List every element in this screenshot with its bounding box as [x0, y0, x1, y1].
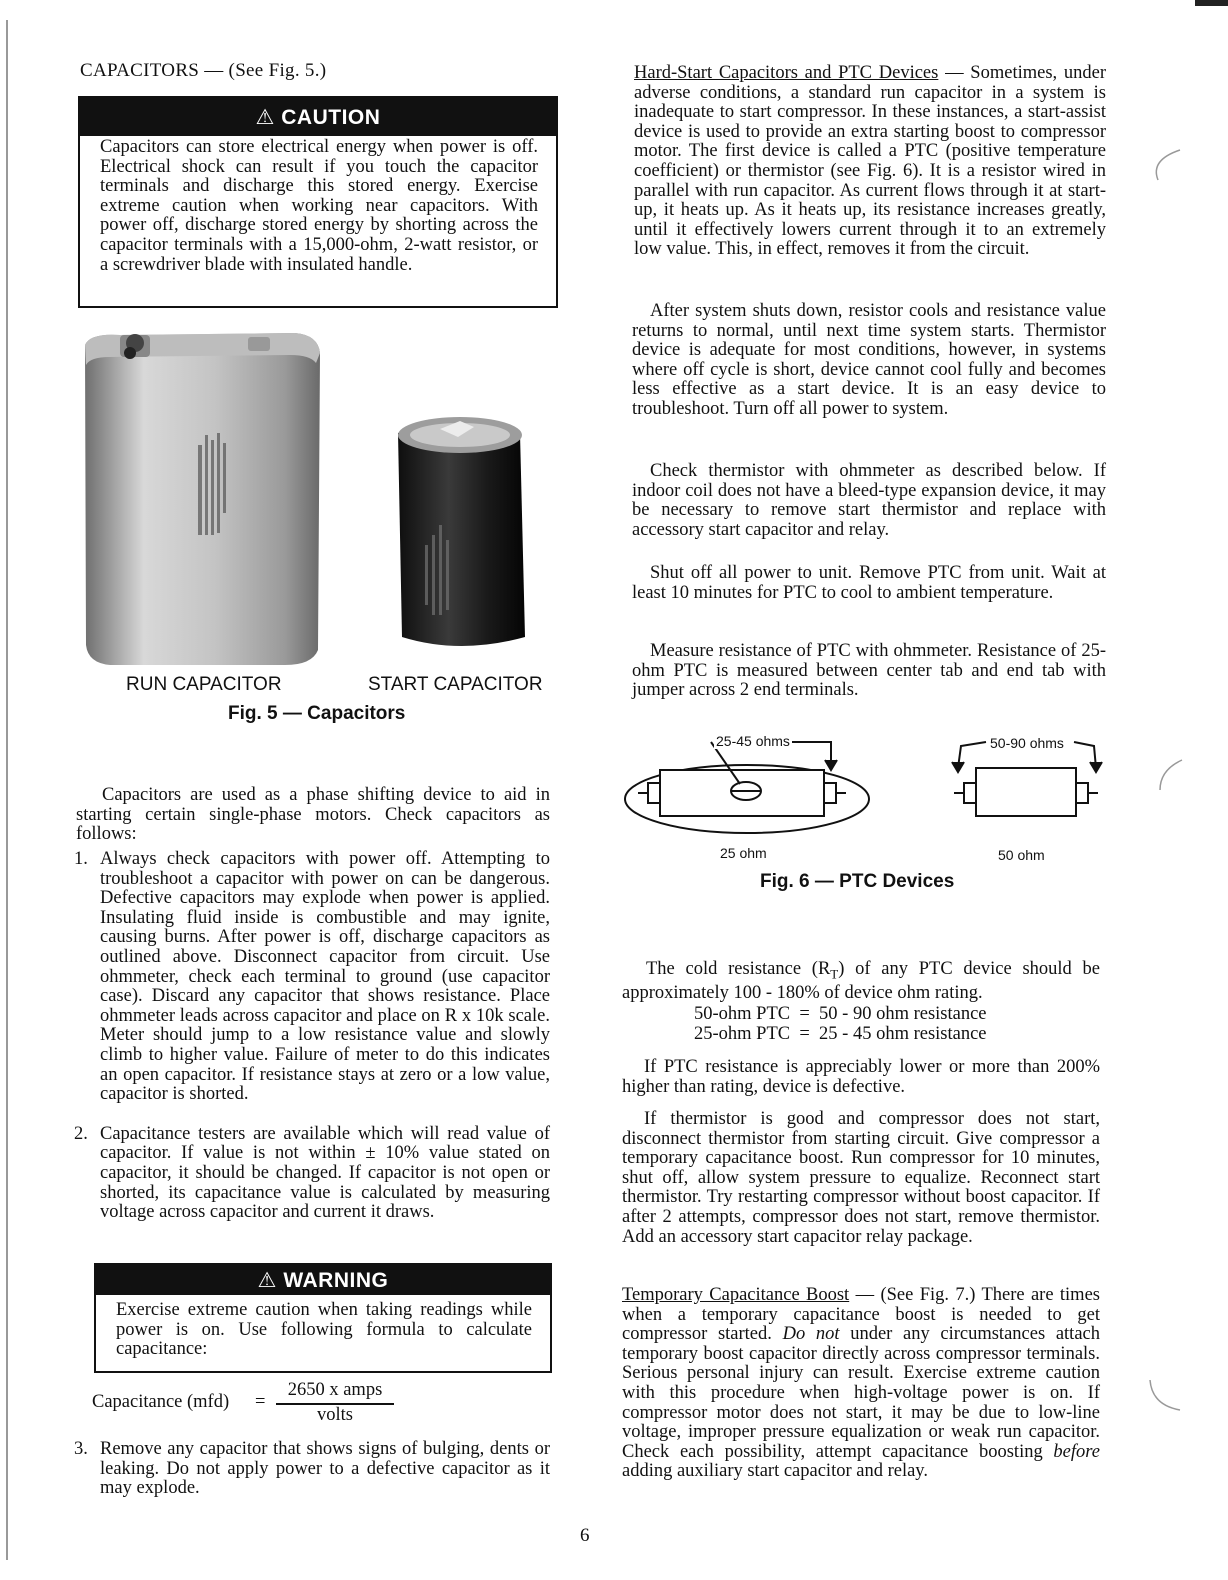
paragraph-measure-ptc: Measure resistance of PTC with ohmmeter. Resistance of 25-ohm PTC is measured between center tab and end tab with jumper across 2 end terminals. — [632, 641, 1106, 701]
step-3-number: 3. — [74, 1439, 88, 1459]
formula-lhs: Capacitance (mfd) — [92, 1392, 230, 1412]
paragraph-defective: If PTC resistance is appreciably lower or more than 200% higher than rating, device is defective. — [622, 1057, 1100, 1097]
section-heading: CAPACITORS — (See Fig. 5.) — [80, 60, 327, 81]
ptc-25-label: 25 ohm — [720, 845, 767, 861]
scan-edge-top-right — [1195, 0, 1228, 6]
step-1 — [74, 850, 550, 1105]
ptc-50-label: 50 ohm — [998, 847, 1045, 863]
run-capacitor-image — [85, 333, 320, 665]
paragraph-shut-off-power: Shut off all power to unit. Remove PTC from unit. Wait at least 10 minutes for PTC to cool to ambient temperature. — [632, 563, 1106, 603]
figure-6-caption: Fig. 6 — PTC Devices — [760, 871, 955, 892]
page-number: 6 — [580, 1525, 590, 1546]
paragraph-after-shutdown: After system shuts down, resistor cools and resistance value returns to normal, until next time system starts. Thermistor device is adequate for most conditions, however, in systems where off cycle is short, device cannot cool fully and becomes less effective as a start device. It is an easy device to troubleshoot. Turn off all power to system. — [632, 301, 1106, 419]
capacitance-formula — [92, 1380, 512, 1426]
step-2-number: 2. — [74, 1123, 88, 1144]
temporary-boost-text-c: adding auxiliary start capacitor and relay. — [622, 1461, 928, 1482]
figure-6 — [620, 728, 1120, 868]
paragraph-cold-resistance — [622, 960, 1100, 1004]
hard-start-title: Hard-Start Capacitors and PTC Devices — [634, 63, 939, 83]
punch-hole-marks — [1140, 140, 1200, 1420]
figure-5-caption: Fig. 5 — Capacitors — [228, 703, 406, 724]
hard-start-text: — Sometimes, under adverse conditions, a standard run capacitor in a system is inadequate to start compressor. In these instances, a start-assist device is used to provide an extra starting boost to compressor motor. The first device is called a PTC (positive temperature coefficient) or thermistor (see Fig. 6). It is a resistor wired in parallel with run capacitor. As current flows through it at start-up, it heats up. As it heats up, its resistance increases greatly, until it effectively lowers current through it to an extremely low value. This, in effect, removes it from the circuit. — [634, 63, 1107, 260]
warning-title: ⚠ WARNING — [96, 1265, 550, 1295]
cold-resistance-subscript: T — [830, 966, 839, 982]
ptc-50-range-label: 50-90 ohms — [990, 735, 1064, 751]
spec-50-ohm: 50-ohm PTC = 50 - 90 ohm resistance — [694, 1004, 987, 1024]
paragraph-temporary-boost — [622, 1286, 1100, 1482]
capacitors-photo — [80, 325, 560, 675]
formula-numerator: 2650 x amps — [287, 1380, 383, 1400]
temporary-boost-before: before — [1053, 1441, 1100, 1462]
caution-box — [78, 96, 558, 308]
temporary-boost-text-a: — (See Fig. 7.) There are times when a temporary capacitance boost is needed to get compressor started. — [622, 1285, 1100, 1345]
step-1-text: Always check capacitors with power off. Attempting to troubleshoot a capacitor with power on can be dangerous. Defective capacitors may explode when power is applied. Insulating fluid inside is combustible and may ignite, causing burns. After power is off, discharge capacitors as outlined above. Disconnect capacitor from circuit. Use ohmmeter, check each terminal to ground (use capacitor case). Discard any capacitor that shows resistance. Place ohmmeter leads across capacitor and place on R x 10k scale. Meter should jump to a low resistance value and slowly climb to higher value. Failure of meter to do this indicates an open capacitor. If resistance stays at zero or a low value, capacitor is shorted. — [100, 849, 550, 1105]
hard-start-paragraph — [634, 64, 1106, 260]
step-2-text: Capacitance testers are available which will read value of capacitor. If value is not within ± 10% value stated on capacitor, it should be changed. If capacitor is not open or shorted, its capacitance value is calculated by measuring voltage across capacitor and current it draws. — [100, 1123, 550, 1223]
ptc-25-range-label: 25-45 ohms — [716, 733, 790, 749]
temporary-boost-text-b: under any circumstances attach temporary boost capacitor directly across compressor terminals. Serious personal injury can result. Exercise extreme caution with this procedure when high-voltage power is on. If compressor motor does not start, it may be due to low-line voltage, improper pressure equalization or weak run capacitor. Check each possibility, attempt capacitance boosting — [622, 1324, 1100, 1462]
start-capacitor-image — [398, 417, 525, 646]
ptc-50-ohm-drawing — [952, 742, 1102, 816]
step-2 — [74, 1125, 550, 1223]
start-capacitor-label: START CAPACITOR — [368, 674, 543, 695]
formula-equals: = — [255, 1392, 266, 1412]
spec-25-ohm: 25-ohm PTC = 25 - 45 ohm resistance — [694, 1024, 987, 1044]
warning-text: Exercise extreme caution when taking readings while power is on. Use following formula to calculate capacitance: — [116, 1300, 532, 1360]
ptc-25-ohm-drawing — [625, 742, 869, 833]
run-capacitor-label: RUN CAPACITOR — [126, 674, 282, 695]
caution-text: Capacitors can store electrical energy when power is off. Electrical shock can result if you touch the capacitor terminals and discharge this stored energy. Exercise extreme caution when working near capacitors. With power off, discharge stored energy by shorting across the capacitor terminals with a 15,000-ohm, 2-watt resistor, or a screwdriver blade with insulated handle. — [100, 137, 538, 275]
paragraph-check-thermistor: Check thermistor with ohmmeter as described below. If indoor coil does not have a bleed-type expansion device, it may be necessary to remove start thermistor and replace with accessory start capacitor and relay. — [632, 461, 1106, 540]
check-steps-list — [74, 850, 550, 1243]
temporary-boost-title: Temporary Capacitance Boost — [622, 1285, 850, 1305]
temporary-boost-do-not: Do not — [782, 1324, 840, 1345]
step-3-text: Remove any capacitor that shows signs of bulging, dents or leaking. Do not apply power to a defective capacitor as it may explode. — [100, 1439, 550, 1499]
warning-box — [94, 1263, 552, 1373]
capacitors-intro: Capacitors are used as a phase shifting device to aid in starting certain single-phase motors. Check capacitors as follows: — [76, 785, 550, 845]
cold-resistance-text-b: ) of any PTC device should be approximately 100 - 180% of device ohm rating. — [622, 959, 1100, 1004]
step-3 — [74, 1440, 550, 1519]
caution-title: ⚠ CAUTION — [80, 98, 556, 136]
cold-resistance-text-a: The cold resistance (R — [646, 959, 831, 979]
step-1-number: 1. — [74, 849, 88, 869]
formula-denominator: volts — [317, 1405, 353, 1425]
scan-edge-left — [6, 20, 8, 1560]
paragraph-thermistor-good: If thermistor is good and compressor does not start, disconnect thermistor from starting circuit. Give compressor a temporary capacitance boost. Run compressor for 10 minutes, shut off, allow system pressure to equalize. Reconnect start thermistor. Try restarting compressor without boost capacitor. If after 2 attempts, compressor does not start, remove thermistor. Add an accessory start capacitor relay package. — [622, 1109, 1100, 1247]
figure-5 — [80, 325, 560, 675]
